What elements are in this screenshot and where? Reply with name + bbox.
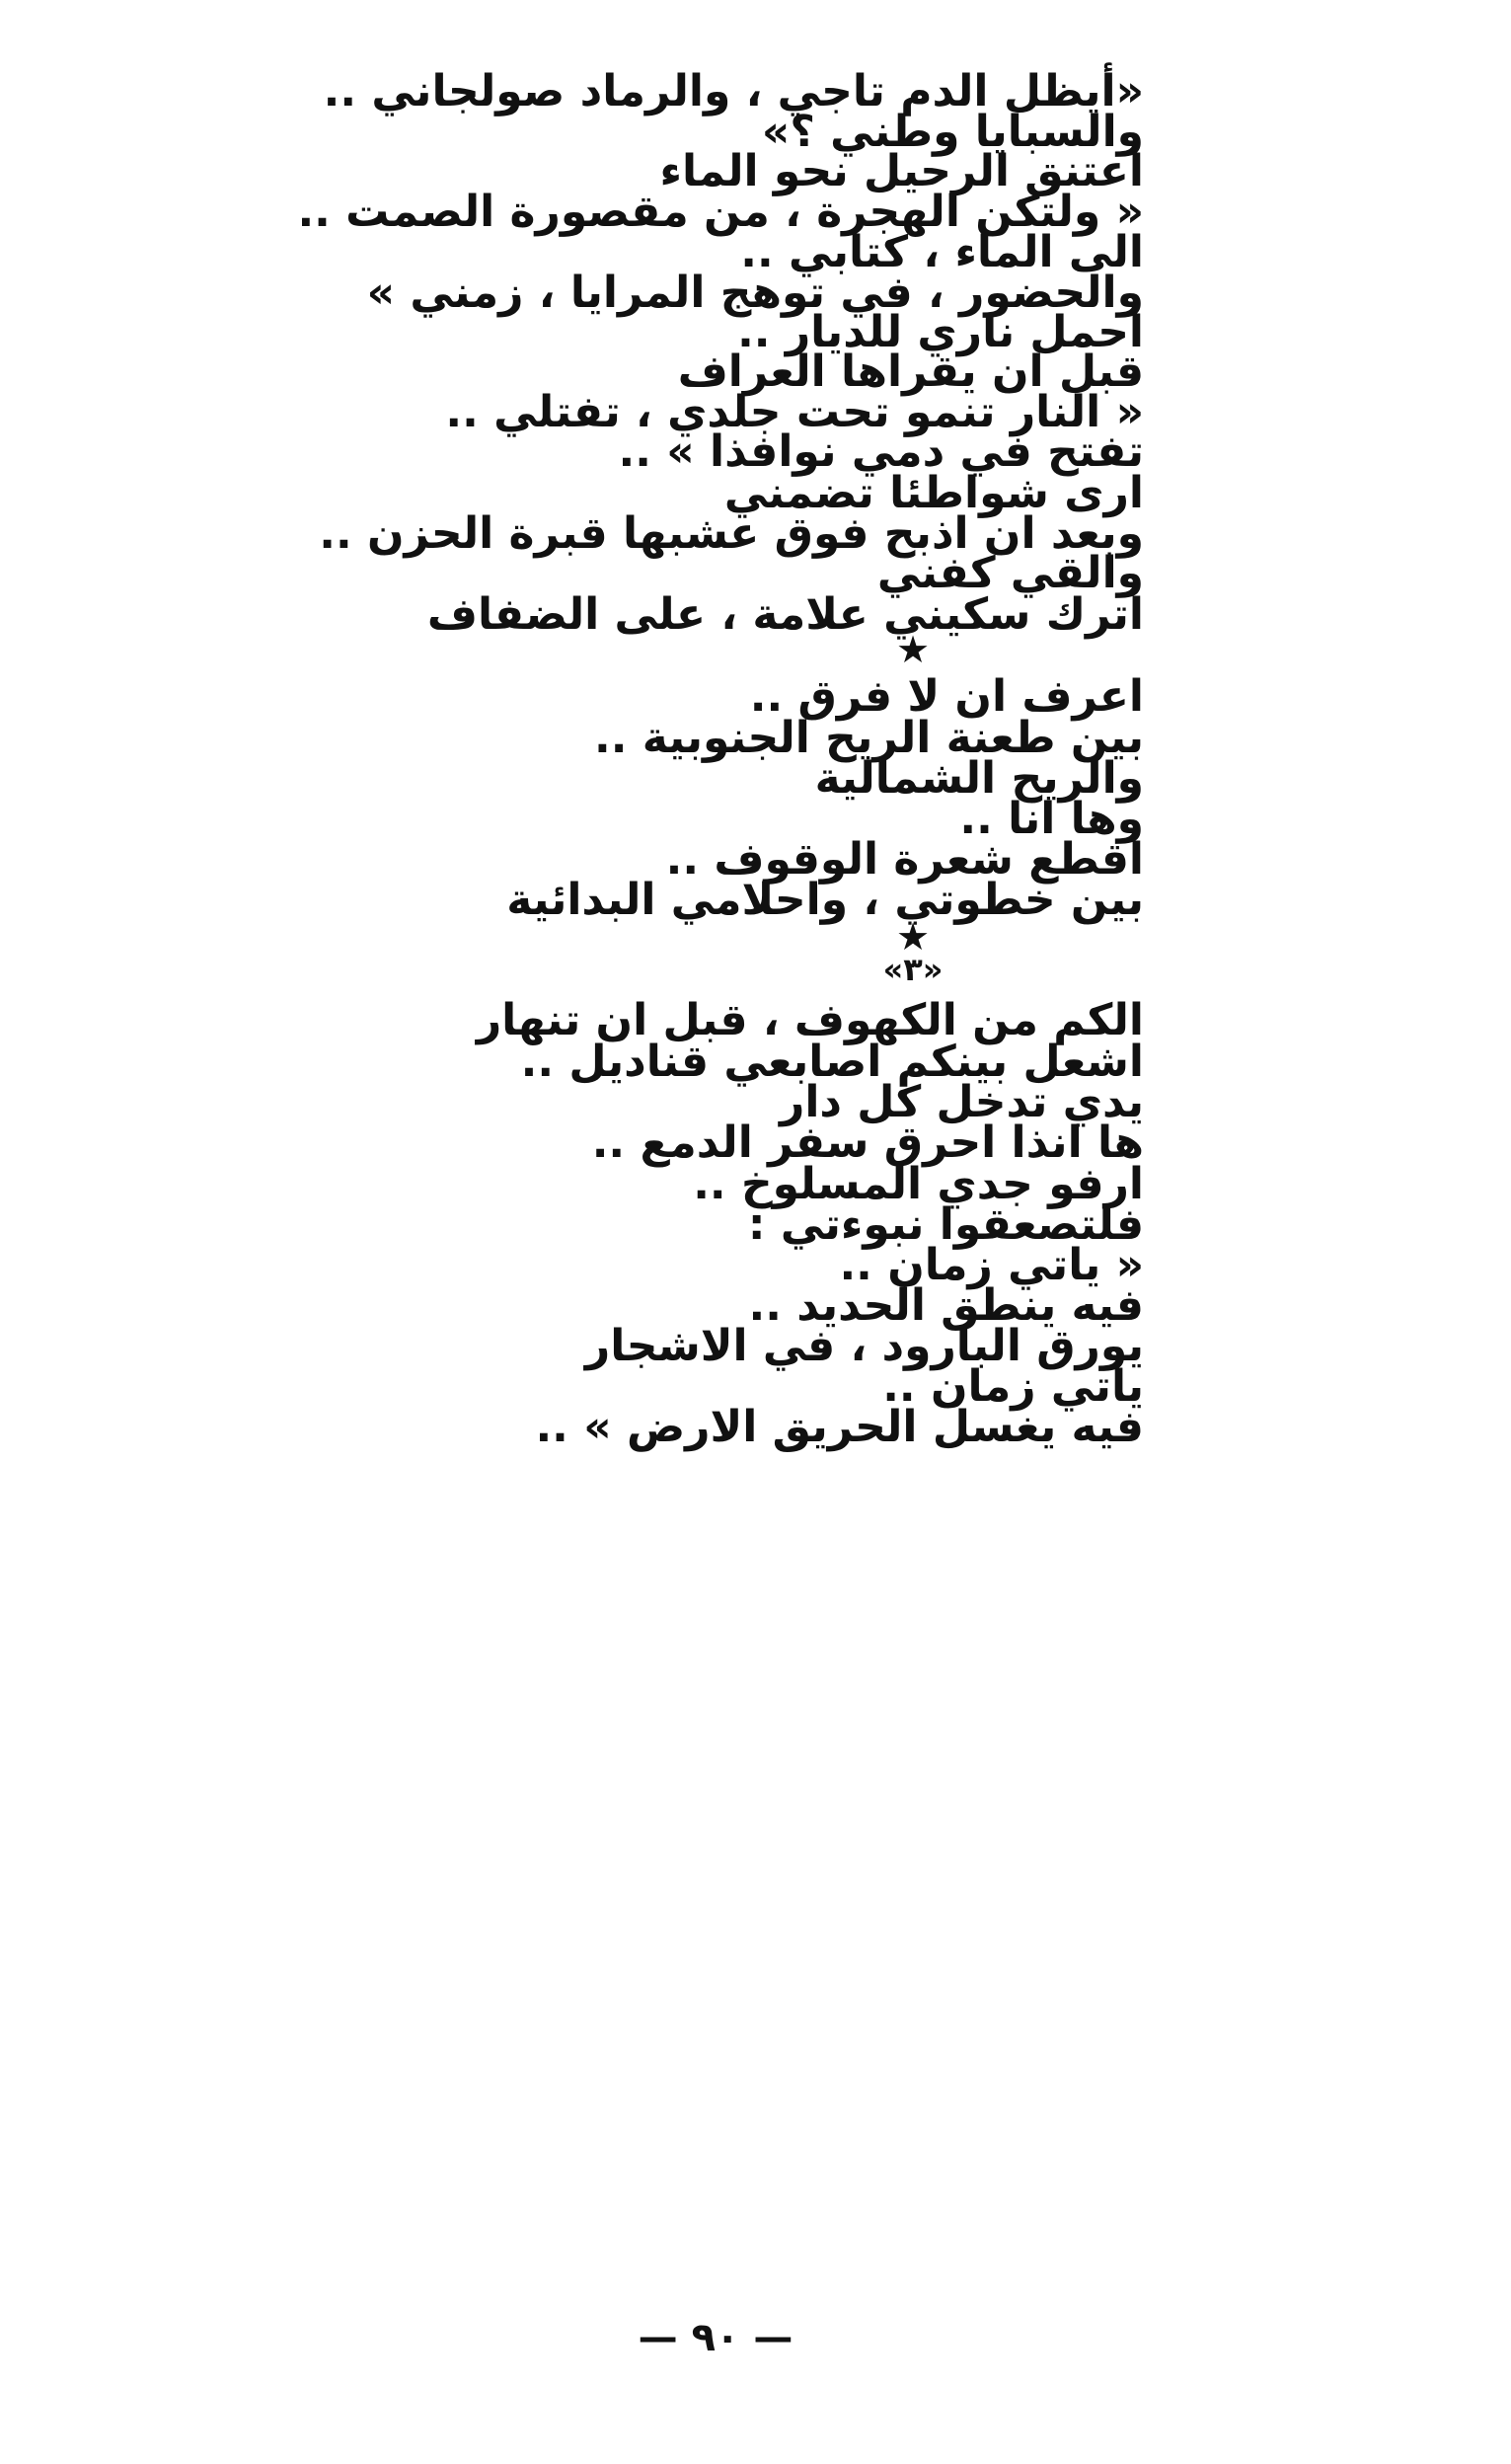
poem-line: فيه يغسل الحريق الارض » .. xyxy=(535,1402,1144,1452)
poem-line: ارفو جدي المسلوخ .. xyxy=(693,1159,1144,1209)
poem-line: اقطع شعرة الوقوف .. xyxy=(665,834,1144,885)
poem-line: ها انذا احرق سفر الدمع .. xyxy=(591,1117,1144,1168)
poem-line: الى الماء ، كتابي .. xyxy=(740,227,1144,277)
poem-line: الكم من الكهوف ، قبل ان تنهار xyxy=(476,995,1144,1045)
poem-line: والريح الشمالية xyxy=(814,753,1144,804)
poem-line: ارى شواطئا تضمني xyxy=(723,468,1144,518)
poem-line: اعتنق الرحيل نحو الماء xyxy=(659,146,1144,196)
poem-line: والحضور ، في توهج المرايا ، زمني » xyxy=(366,268,1144,318)
poem-line: فيه ينطق الحديد .. xyxy=(748,1280,1144,1331)
poem-line: وها انا .. xyxy=(959,794,1144,844)
poem-line: يورق البارود ، في الاشجار xyxy=(584,1321,1144,1371)
poem-line: تفتح في دمي نوافذا » .. xyxy=(618,426,1144,477)
star-separator: ★ xyxy=(895,915,931,959)
poem-line: بين خطوتي ، واحلامي البدائية xyxy=(506,875,1144,925)
poem-line: ياتي زمان .. xyxy=(882,1361,1144,1412)
poem-line: « النار تنمو تحت جلدي ، تفتلي .. xyxy=(445,387,1144,437)
poem-line: فلتصعقوا نبوءتي : xyxy=(747,1199,1144,1250)
poem-line: احمل ناري للديار .. xyxy=(737,307,1144,357)
poem-line: «أيظل الدم تاجي ، والرماد صولجاني .. xyxy=(323,66,1144,116)
poem-line: اشعل بينكم اصابعي قناديل .. xyxy=(520,1037,1144,1087)
poem-line: « ولتكن الهجرة ، من مقصورة الصمت .. xyxy=(297,187,1144,237)
poem-line: اترك سكيني علامة ، على الضفاف xyxy=(426,589,1144,640)
poem-line: بين طعنة الريح الجنوبية .. xyxy=(594,713,1144,763)
poem-line: « ياتي زمان .. xyxy=(839,1240,1144,1290)
page-number: — ٩٠ — xyxy=(638,2315,793,2360)
poem-line: قبل ان يقراها العراف xyxy=(677,346,1144,397)
poem-line: والقي كفني xyxy=(876,548,1144,598)
star-separator: ★ xyxy=(895,628,931,671)
poem-line: والسبايا وطني ؟» xyxy=(761,107,1144,157)
poem-line: يدي تدخل كل دار xyxy=(780,1077,1144,1127)
poem-line: اعرف ان لا فرق .. xyxy=(749,671,1144,722)
section-number: «٣» xyxy=(882,951,944,988)
poem-line: وبعد ان اذبح فوق عشبها قبرة الحزن .. xyxy=(319,508,1144,559)
